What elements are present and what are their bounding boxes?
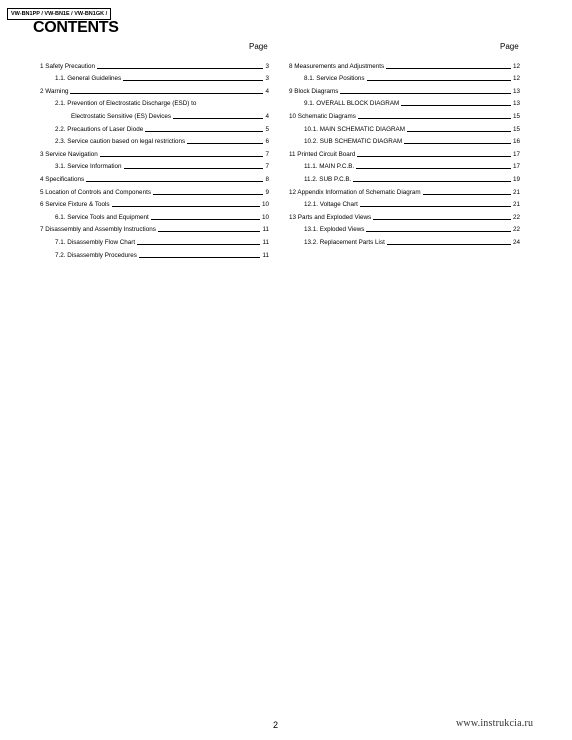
page-title: CONTENTS <box>33 19 119 36</box>
toc-entry-page: 7 <box>265 150 269 158</box>
toc-entry-page: 19 <box>512 175 520 183</box>
toc-entry-title: 2.2. Precautions of Laser Diode <box>55 125 144 133</box>
toc-leader-line <box>366 231 511 232</box>
toc-entry-page: 11 <box>262 238 269 246</box>
toc-entry-title: 7.2. Disassembly Procedures <box>55 251 137 259</box>
toc-entry-title: 3.1. Service Information <box>55 163 122 171</box>
toc-entry[interactable] <box>289 209 520 222</box>
toc-entry-page: 11 <box>262 226 269 234</box>
toc-leader-line <box>100 156 264 157</box>
toc-leader-line <box>187 143 263 144</box>
toc-entry[interactable] <box>40 121 269 134</box>
toc-entry[interactable] <box>40 184 269 197</box>
toc-entry[interactable] <box>289 71 520 84</box>
toc-entry[interactable] <box>40 146 269 159</box>
toc-entry-title: 7 Disassembly and Assembly Instructions <box>40 226 156 234</box>
toc-leader-line <box>356 168 511 169</box>
page-number: 2 <box>273 720 279 730</box>
toc-entry-title: 9 Block Diagrams <box>289 87 339 95</box>
toc-entry-title: 11.1. MAIN P.C.B. <box>304 163 355 171</box>
toc-entry[interactable] <box>289 171 520 184</box>
page-column-heading-left: Page <box>249 42 268 51</box>
toc-leader-line <box>173 118 263 119</box>
toc-entry-title: 11.2. SUB P.C.B. <box>304 175 352 183</box>
toc-entry-page: 3 <box>265 62 269 70</box>
toc-entry[interactable] <box>289 83 520 96</box>
toc-leader-line <box>97 68 264 69</box>
toc-entry-page: 12 <box>512 75 520 83</box>
toc-entry-title: 1 Safety Precaution <box>40 62 95 70</box>
toc-leader-line <box>401 105 511 106</box>
toc-leader-line <box>357 156 511 157</box>
toc-entry-page: 21 <box>512 201 520 209</box>
toc-entry-page: 11 <box>262 251 269 259</box>
toc-entry-page: 22 <box>512 226 520 234</box>
toc-entry-title: 9.1. OVERALL BLOCK DIAGRAM <box>304 100 400 108</box>
toc-column-right <box>289 58 520 247</box>
toc-entry-page: 16 <box>512 138 520 146</box>
toc-entry-title: 12.1. Voltage Chart <box>304 201 358 209</box>
toc-leader-line <box>358 118 511 119</box>
toc-entry-title: 10.1. MAIN SCHEMATIC DIAGRAM <box>304 125 405 133</box>
toc-entry-title: 13.2. Replacement Parts List <box>304 238 385 246</box>
toc-entry[interactable] <box>40 197 269 210</box>
toc-entry-title: 10.2. SUB SCHEMATIC DIAGRAM <box>304 138 403 146</box>
toc-entry-page: 17 <box>512 150 520 158</box>
toc-entry-page: 4 <box>265 87 269 95</box>
toc-entry-page: 10 <box>261 201 269 209</box>
toc-leader-line <box>70 93 263 94</box>
toc-entry[interactable] <box>40 247 269 260</box>
toc-entry-title: 13 Parts and Exploded Views <box>289 213 372 221</box>
toc-entry-title: Electrostatic Sensitive (ES) Devices <box>71 112 172 120</box>
toc-entry[interactable] <box>40 96 269 109</box>
toc-entry[interactable] <box>289 146 520 159</box>
toc-entry[interactable] <box>40 134 269 147</box>
toc-leader-line <box>367 80 511 81</box>
toc-entry-page: 3 <box>265 75 269 83</box>
toc-leader-line <box>137 244 260 245</box>
toc-leader-line <box>86 181 263 182</box>
toc-entry-page: 10 <box>261 213 269 221</box>
toc-entry-title: 7.1. Disassembly Flow Chart <box>55 238 136 246</box>
toc-entry-page: 15 <box>512 125 520 133</box>
toc-entry[interactable] <box>289 96 520 109</box>
toc-entry[interactable] <box>289 108 520 121</box>
toc-entry[interactable] <box>289 222 520 235</box>
toc-entry-title: 1.1. General Guidelines <box>55 75 122 83</box>
toc-entry-title: 8 Measurements and Adjustments <box>289 62 385 70</box>
model-number-label: VW-BN1PP / VW-BN1E / VW-BN1GK / <box>7 8 111 20</box>
toc-leader-line <box>158 231 261 232</box>
toc-entry[interactable] <box>289 159 520 172</box>
toc-entry[interactable] <box>40 222 269 235</box>
toc-entry-page: 21 <box>512 188 520 196</box>
toc-entry[interactable] <box>289 121 520 134</box>
toc-leader-line <box>123 80 263 81</box>
toc-entry[interactable] <box>40 159 269 172</box>
toc-entry[interactable] <box>40 58 269 71</box>
toc-entry-title: 6 Service Fixture & Tools <box>40 201 110 209</box>
toc-leader-line <box>340 93 511 94</box>
toc-leader-line <box>387 244 511 245</box>
toc-entry-page: 13 <box>512 100 520 108</box>
toc-entry[interactable] <box>40 83 269 96</box>
toc-entry-title: 12 Appendix Information of Schematic Diagram <box>289 188 421 196</box>
toc-leader-line <box>423 194 511 195</box>
toc-entry-title: 11 Printed Circuit Board <box>289 150 356 158</box>
toc-entry[interactable] <box>40 234 269 247</box>
toc-entry-title: 2.3. Service caution based on legal restrictions <box>55 138 186 146</box>
toc-leader-line <box>360 206 511 207</box>
toc-entry-page: 4 <box>265 112 269 120</box>
toc-entry-page: 22 <box>512 213 520 221</box>
toc-entry[interactable] <box>40 108 269 121</box>
toc-leader-line <box>153 194 264 195</box>
watermark: www.instrukcia.ru <box>456 718 534 729</box>
toc-leader-line <box>151 219 260 220</box>
toc-entry-page: 7 <box>265 163 269 171</box>
toc-leader-line <box>112 206 260 207</box>
toc-entry-page: 8 <box>265 175 269 183</box>
toc-leader-line <box>404 143 511 144</box>
toc-entry-page: 13 <box>512 87 520 95</box>
toc-entry[interactable] <box>289 58 520 71</box>
toc-entry-title: 5 Location of Controls and Components <box>40 188 151 196</box>
toc-entry-title: 3 Service Navigation <box>40 150 98 158</box>
toc-column-left <box>40 58 269 260</box>
toc-entry-title: 13.1. Exploded Views <box>304 226 365 234</box>
toc-leader-line <box>139 257 261 258</box>
toc-leader-line <box>124 168 264 169</box>
toc-entry-title: 10 Schematic Diagrams <box>289 112 356 120</box>
toc-entry[interactable] <box>40 209 269 222</box>
toc-entry-page: 17 <box>512 163 520 171</box>
toc-entry[interactable] <box>289 184 520 197</box>
toc-entry-title: 4 Specifications <box>40 175 85 183</box>
toc-entry[interactable] <box>289 234 520 247</box>
toc-entry[interactable] <box>289 197 520 210</box>
toc-entry-title: 6.1. Service Tools and Equipment <box>55 213 149 221</box>
toc-entry-page: 9 <box>265 188 269 196</box>
toc-entry-page: 12 <box>512 62 520 70</box>
toc-leader-line <box>145 131 263 132</box>
toc-entry-page: 24 <box>512 238 520 246</box>
toc-entry[interactable] <box>289 134 520 147</box>
toc-entry[interactable] <box>40 171 269 184</box>
toc-leader-line <box>353 181 511 182</box>
toc-entry[interactable] <box>40 71 269 84</box>
page-column-heading-right: Page <box>500 42 519 51</box>
toc-leader-line <box>373 219 511 220</box>
toc-entry-page: 15 <box>512 112 520 120</box>
toc-entry-title: 2.1. Prevention of Electrostatic Discharge (ESD) to <box>55 100 197 108</box>
toc-entry-page: 5 <box>265 125 269 133</box>
toc-leader-line <box>386 68 511 69</box>
toc-entry-title: 2 Warning <box>40 87 69 95</box>
toc-leader-line <box>407 131 511 132</box>
toc-entry-page: 6 <box>265 138 269 146</box>
toc-entry-title: 8.1. Service Positions <box>304 75 365 83</box>
